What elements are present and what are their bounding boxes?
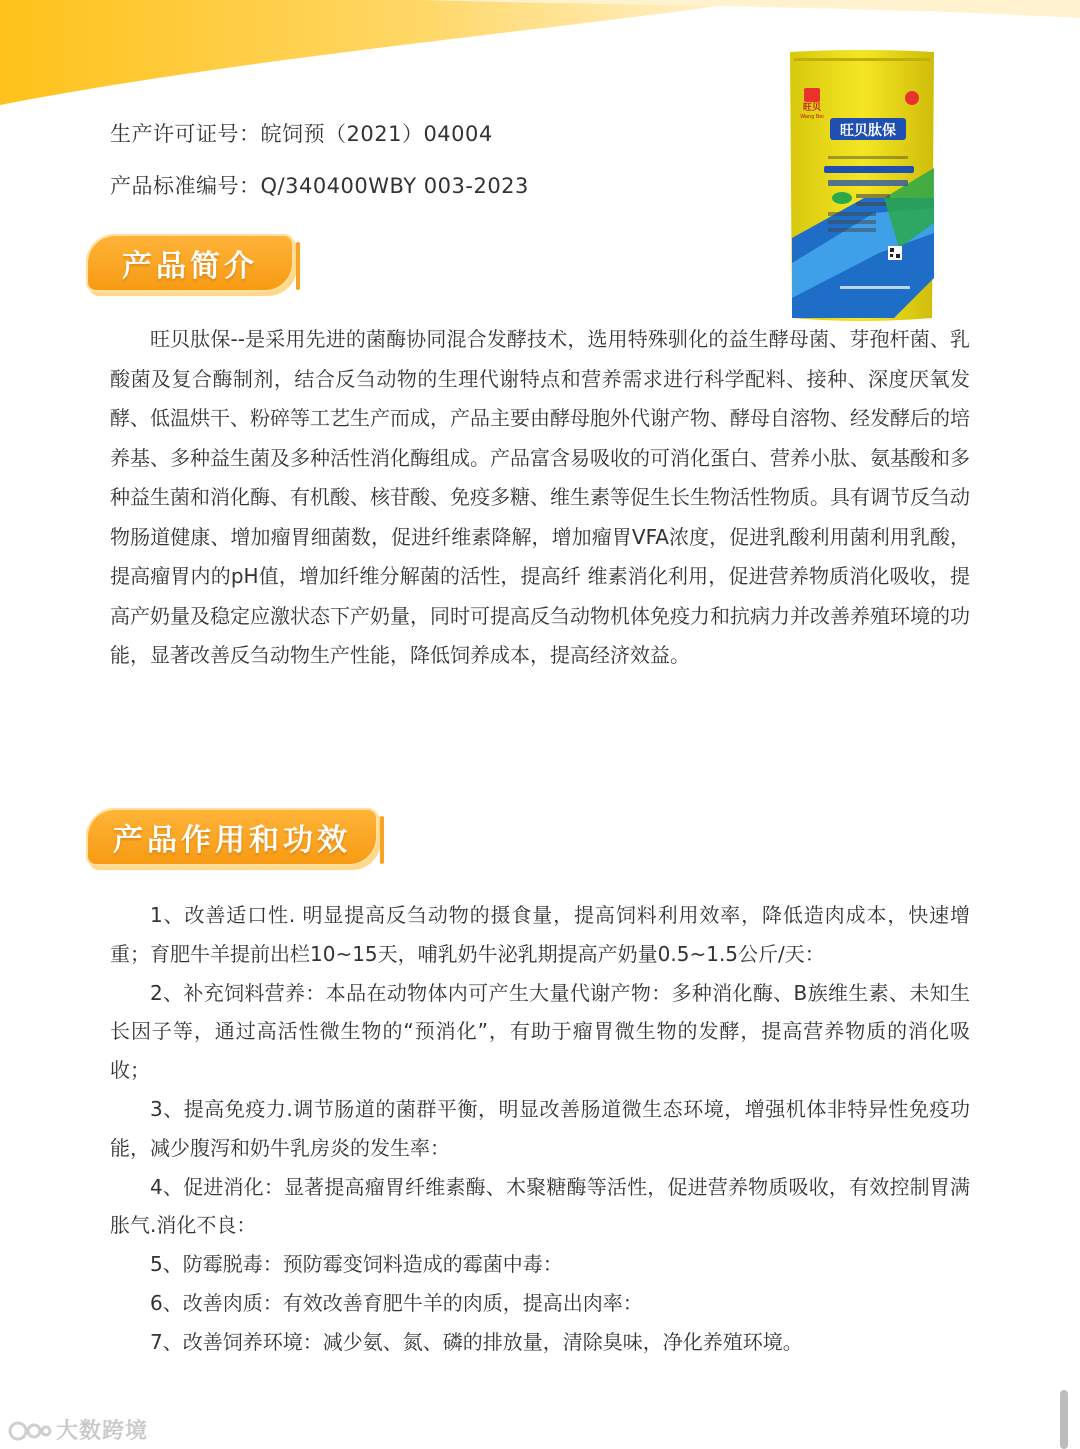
list-item: 1、改善适口性. 明显提高反刍动物的摄食量，提高饲料利用效率，降低造肉成本，快速增重；育肥牛羊提前出栏10~15天，哺乳奶牛泌乳期提高产奶量0.5~1.5公斤/天： bbox=[110, 903, 970, 966]
effects-list bbox=[110, 896, 970, 1362]
section-header-effects bbox=[86, 808, 378, 866]
scrollbar-thumb[interactable] bbox=[1060, 1390, 1068, 1449]
section-header-intro bbox=[86, 234, 294, 292]
watermark-logo-icon bbox=[8, 1417, 52, 1443]
standard-number: 产品标准编号：Q/340400WBY 003-2023 bbox=[110, 174, 529, 198]
watermark bbox=[8, 1414, 148, 1445]
list-item: 4、促进消化：显著提高瘤胃纤维素酶、木聚糖酶等活性，促进营养物质吸收，有效控制胃满胀气.消化不良： bbox=[110, 1174, 970, 1238]
section-title-effects: 产品作用和功效 bbox=[113, 823, 351, 858]
license-number: 生产许可证号：皖饲预（2021）04004 bbox=[110, 122, 493, 146]
intro-paragraph: 旺贝肽保--是采用先进的菌酶协同混合发酵技术，选用特殊驯化的益生酵母菌、芽孢杆菌、乳酸菌及复合酶制剂，结合反刍动物的生理代谢特点和营养需求进行科学配料、接种、深度厌氧发酵、低温烘干、粉碎等工艺生产而成，产品主要由酵母胞外代谢产物、酵母自溶物、经发酵后的培养基、多种益生菌及多种活性消化酶组成。产品富含易吸收的可消化蛋白、营养小肽、氨基酸和多种益生菌和消化酶、有机酸、核苷酸、免疫多糖、维生素等促生长生物活性物质。具有调节反刍动物肠道健康、增加瘤胃细菌数，促进纤维素降解，增加瘤胃VFA浓度，促进乳酸利用菌利用乳酸，提高瘤胃内的pH值，增加纤维分解菌的活性，提高纤 维素消化利用，促进营养物质消化吸收，提高产奶量及稳定应激状态下产奶量，同时可提高反刍动物机体免疫力和抗病力并改善养殖环境的功能，显著改善反刍动物生产性能，降低饲养成本，提高经济效益。 bbox=[110, 327, 970, 667]
list-item: 5、防霉脱毒：预防霉变饲料造成的霉菌中毒： bbox=[150, 1252, 563, 1277]
section-title-intro: 产品简介 bbox=[122, 249, 258, 284]
product-bag-image bbox=[784, 48, 940, 324]
list-item: 6、改善肉质：有效改善育肥牛羊的肉质，提高出肉率： bbox=[150, 1290, 643, 1315]
watermark-text: 大数跨境 bbox=[56, 1419, 149, 1444]
list-item: 7、改善饲养环境：减少氨、氮、磷的排放量，清除臭味，净化养殖环境。 bbox=[150, 1329, 803, 1354]
list-item: 3、提高免疫力.调节肠道的菌群平衡，明显改善肠道微生态环境，增强机体非特异性免疫功能，减少腹泻和奶牛乳房炎的发生率： bbox=[110, 1096, 970, 1160]
list-item: 2、补充饲料营养：本品在动物体内可产生大量代谢产物：多种消化酶、B族维生素、未知生长因子等，通过高活性微生物的“预消化”，有助于瘤胃微生物的发酵，提高营养物质的消化吸收； bbox=[110, 980, 970, 1083]
badge-edge-decoration bbox=[380, 816, 384, 864]
bag-brand: 旺贝 bbox=[802, 103, 822, 113]
bag-brand-en: Wang Bei bbox=[800, 114, 824, 120]
badge-edge-decoration bbox=[296, 242, 300, 290]
bag-product-name: 旺贝肽保 bbox=[840, 123, 896, 139]
